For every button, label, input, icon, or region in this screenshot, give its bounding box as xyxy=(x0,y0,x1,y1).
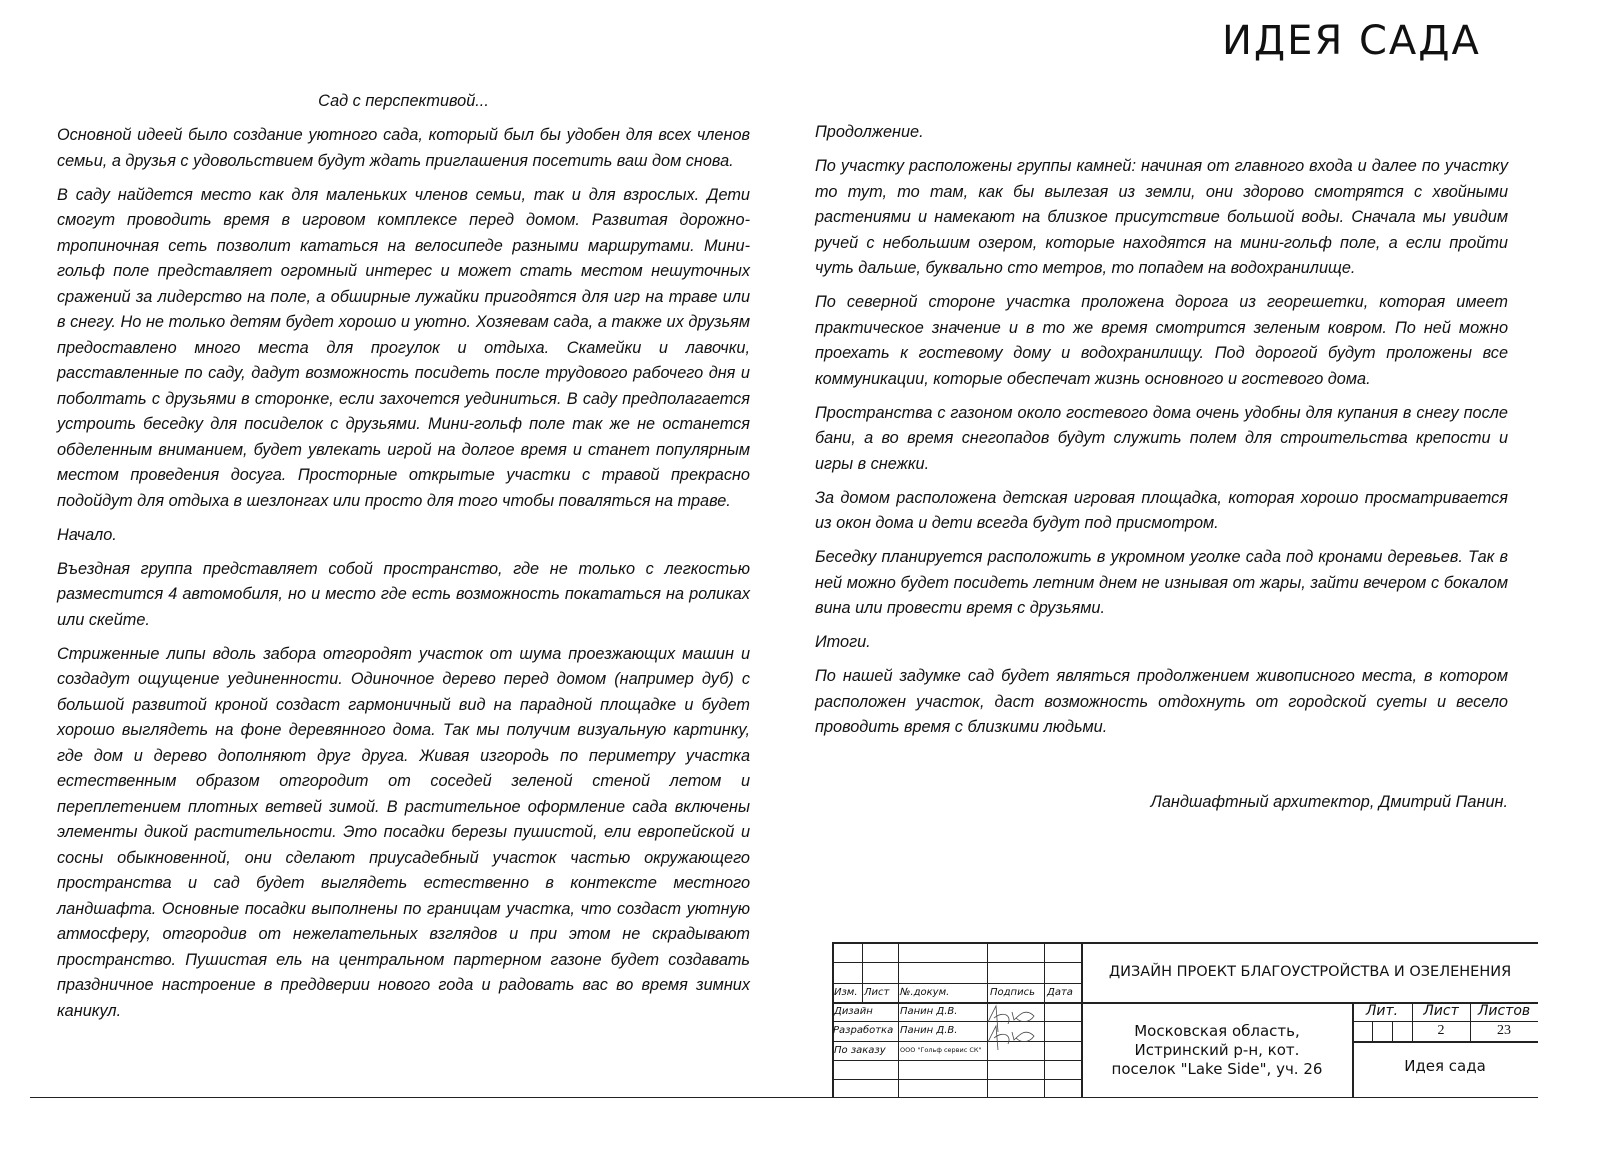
paragraph: Въездная группа представляет собой пространство, где не только с легкостью разместится 4 автомобиля, но и место где есть возможность покататься на роликах или скейте. xyxy=(57,559,750,629)
header-doc: №.докум. xyxy=(900,987,950,998)
paragraph: По участку расположены группы камней: начиная от главного входа и далее по участку то тут, то там, как бы вылезая из земли, они здорово смотрятся с хвойными растениями и намекают на близкое присутствие большой воды. Сначала мы увидим ручей с небольшим озером, которые находятся на мини-гольф поле, а если пройти чуть дальше, буквально сто метров, то попадем на водохранилище. xyxy=(815,157,1508,277)
paragraph: По нашей задумке сад будет являться продолжением живописного места, в котором расположен участок, даст возможность отдохнуть от городской суеты и весело проводить время с близкими людьми. xyxy=(815,667,1508,736)
paragraph: Начало. xyxy=(57,525,117,544)
address-line: Московская область, xyxy=(1134,1022,1300,1040)
paragraph: Беседку планируется расположить в укромном уголке сада под кронами деревьев. Так в ней можно будет посидеть летним днем не изнывая от жары, зайти вечером с бокалом вина или провести время с друзьями. xyxy=(815,548,1508,617)
lit-label: Лит. xyxy=(1365,1003,1399,1019)
paragraph: Стриженные липы вдоль забора отгородят участок от шума проезжающих машин и создадут ощущение уединенности. Одиночное дерево перед домом (например дуб) с большой развитой кроной создаст гармоничный вид на парадной площадке и будет хорошо выглядеть на фоне деревянного дома. Так мы получим визуальную картинку, где дом и дерево дополняют друг друга. Живая изгородь по периметру участка естественным образом отгородит от соседей зеленой стеной летом и переплетением плотных ветвей зимой. В растительное оформление сада включены элементы дикой растительности. Это посадки березы пушистой, ели европейской и сосны обыкновенной, они сделают приусадебный участок частью окружающего пространства и сад будет выглядеть естественно в контексте местного ландшафта. Основные посадки выполнены по границам участка, что создаст уютную атмосферу, отгородив от нежелательных взглядов и при этом не скрадывают пространство. Пушистая ель на центральном партерном газоне будет создавать праздничное настроение в преддверии нового года и радовать вас во время зимних каникул. xyxy=(57,644,750,1020)
paragraph: Основной идеей было создание уютного сада, который был бы удобен для всех членов семьи, а друзья с удовольствием будут ждать приглашения посетить ваш дом снова. xyxy=(57,126,750,170)
paragraph: Итоги. xyxy=(815,633,871,651)
paragraph: По северной стороне участка проложена дорога из георешетки, которая имеет практическое значение и в то же время смотрится зеленым ковром. По ней можно проехать к гостевому дому и водохранилищу. Под дорогой будут проложены все коммуникации, которые обеспечат жизнь основного и гостевого дома. xyxy=(815,293,1508,388)
author-signoff: Ландшафтный архитектор, Дмитрий Панин. xyxy=(1150,793,1508,811)
sheets-label: Листов xyxy=(1477,1003,1531,1019)
paragraph: Продолжение. xyxy=(815,123,924,141)
sheets-total: 23 xyxy=(1497,1023,1511,1038)
sheet-number: 2 xyxy=(1437,1023,1445,1038)
right-column xyxy=(815,120,1508,749)
paragraph: В саду найдется место как для маленьких членов семьи, так и для взрослых. Дети смогут проводить время в игровом комплексе перед домом. Развитая дорожно-тропиночная сеть позволит кататься на велосипеде разными маршрутами. Мини-гольф поле представляет огромный интерес и может стать местом нешуточных сражений за лидерство на поле, а обширные лужайки пригодятся для игр на траве или в снегу. Но не только детям будет хорошо и уютно. Хозяевам сада, а также их друзьям предоставлено много места для прогулок и отдыха. Скамейки и лавочки, расставленные по саду, дадут возможность посидеть после трудового рабочего дня и поболтать с друзьями в сторонке, если захочется уединиться. В саду предполагается устроить беседку для посиделок с друзьями. Мини-гольф поле так же не останется обделенным вниманием, будет увлекать игрой на долгое время и станет популярным местом проведения досуга. Просторные открытые участки с травой прекрасно подойдут для отдыха в шезлонгах или просто для того чтобы поваляться на траве. xyxy=(57,185,750,510)
project-title: ДИЗАЙН ПРОЕКТ БЛАГОУСТРОЙСТВА И ОЗЕЛЕНЕНИЯ xyxy=(1108,964,1512,980)
sheet-title: Идея сада xyxy=(1404,1057,1486,1075)
address-line: поселок "Lake Side", уч. 26 xyxy=(1111,1060,1323,1078)
address-line: Истринский р-н, кот. xyxy=(1134,1041,1300,1059)
header-sign: Подпись xyxy=(990,987,1035,998)
header-list: Лист xyxy=(864,987,890,998)
design-label: Дизайн xyxy=(834,1006,873,1017)
dev-name: Панин Д.В. xyxy=(900,1025,958,1036)
left-column xyxy=(57,89,750,1033)
paragraph: Пространства с газоном около гостевого дома очень удобны для купания в снегу после бани, а во время снегопадов будут служить полем для строительства крепости и игры в снежки. xyxy=(815,403,1508,473)
sheet-label: Лист xyxy=(1423,1003,1459,1019)
dev-label: Разработка xyxy=(833,1025,894,1036)
document-title: ИДЕЯ САДА xyxy=(1222,18,1481,64)
title-block xyxy=(832,942,1538,1098)
order-name: ООО "Гольф сервис СК" xyxy=(900,1046,982,1054)
header-date: Дата xyxy=(1047,987,1073,998)
order-label: По заказу xyxy=(834,1045,886,1056)
section-heading: Сад с перспективой... xyxy=(318,92,489,110)
design-name: Панин Д.В. xyxy=(900,1006,958,1017)
header-izm: Изм. xyxy=(834,987,858,998)
paragraph: За домом расположена детская игровая площадка, которая хорошо просматривается из окон дома и дети всегда будут под присмотром. xyxy=(815,488,1508,532)
signature-icon xyxy=(982,1002,1044,1052)
